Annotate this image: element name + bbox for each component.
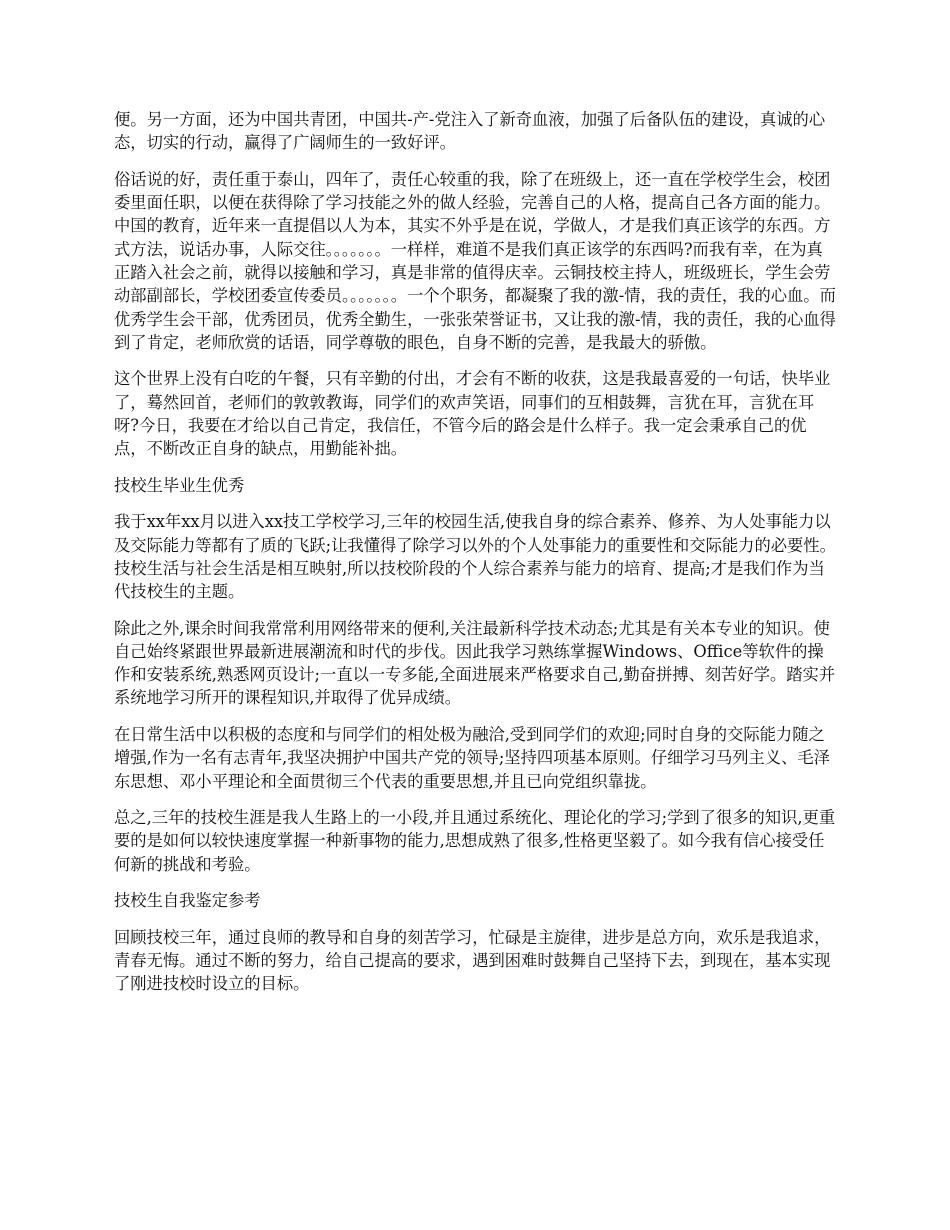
paragraph-1: 便。另一方面，还为中国共青团，中国共-产-党注入了新奇血液，加强了后备队伍的建设，真诚的心态，切实的行动，赢得了广阔师生的一致好评。 <box>114 110 826 153</box>
document-page <box>114 108 838 1009</box>
paragraph-4: 我于xx年xx月以进入xx技工学校学习,三年的校园生活,使我自身的综合素养、修养、为人处事能力以及交际能力等都有了质的飞跃;让我懂得了除学习以外的个人处事能力的重要性和交际能力的必要性。技校生活与社会生活是相互映射,所以技校阶段的个人综合素养与能力的培育、提高;才是我们作为当代技校生的主题。 <box>114 512 836 602</box>
paragraph-8: 回顾技校三年，通过良师的教导和自身的刻苦学习，忙碌是主旋律，进步是总方向，欢乐是我追求，青春无悔。通过不断的努力，给自己提高的要求，遇到困难时鼓舞自己坚持下去，到现在，基本实现了刚进技校时设立的目标。 <box>114 927 831 994</box>
paragraph-5: 除此之外,课余时间我常常利用网络带来的便利,关注最新科学技术动态;尤其是有关本专业的知识。使自己始终紧跟世界最新进展潮流和时代的步伐。因此我学习熟练掌握Windows、Office等软件的操作和安装系统,熟悉网页设计;一直以一专多能,全面进展来严格要求自己,勤奋拼搏、刻苦好学。踏实并系统地学习所开的课程知识,并取得了优异成绩。 <box>114 618 836 708</box>
paragraph-2: 俗话说的好，责任重于泰山，四年了，责任心较重的我，除了在班级上，还一直在学校学生会，校团委里面任职，以便在获得除了学习技能之外的做人经验，完善自己的人格，提高自己各方面的能力。中国的教育，近年来一直提倡以人为本，其实不外乎是在说，学做人，才是我们真正该学的东西。方式方法，说话办事，人际交往。。。。。。。一样样，难道不是我们真正该学的东西吗?而我有幸，在为真正踏入社会之前，就得以接触和学习，真是非常的值得庆幸。云铜技校主持人，班级班长，学生会劳动部副部长，学校团委宣传委员。。。。。。。一个个职务，都凝聚了我的激-情，我的责任，我的心血。而优秀学生会干部，优秀团员，优秀全勤生，一张张荣誉证书，又让我的激-情，我的责任，我的心血得到了肯定，老师欣赏的话语，同学尊敬的眼色，自身不断的完善，是我最大的骄傲。 <box>114 169 836 352</box>
section-heading-1: 技校生毕业生优秀 <box>114 475 245 495</box>
paragraph-3: 这个世界上没有白吃的午餐，只有辛勤的付出，才会有不断的收获，这是我最喜爱的一句话，快毕业了，蓦然回首，老师们的敦敦教诲，同学们的欢声笑语，同事们的互相鼓舞，言犹在耳，言犹在耳呀?今日，我要在才给以自己肯定，我信任，不管今后的路会是什么样子。我一定会秉承自己的优点，不断改正自身的缺点，用勤能补拙。 <box>114 369 831 459</box>
paragraph-6: 在日常生活中以积极的态度和与同学们的相处极为融洽,受到同学们的欢迎;同时自身的交际能力随之增强,作为一名有志青年,我坚决拥护中国共产党的领导;坚持四项基本原则。仔细学习马列主义、毛泽东思想、邓小平理论和全面贯彻三个代表的重要思想,并且已向党组织靠拢。 <box>114 724 830 791</box>
section-heading-2: 技校生自我鉴定参考 <box>114 891 261 911</box>
paragraph-7: 总之,三年的技校生涯是我人生路上的一小段,并且通过系统化、理论化的学习;学到了很多的知识,更重要的是如何以较快速度掌握一种新事物的能力,思想成熟了很多,性格更坚毅了。如今我有信心接受任何新的挑战和考验。 <box>114 808 836 874</box>
